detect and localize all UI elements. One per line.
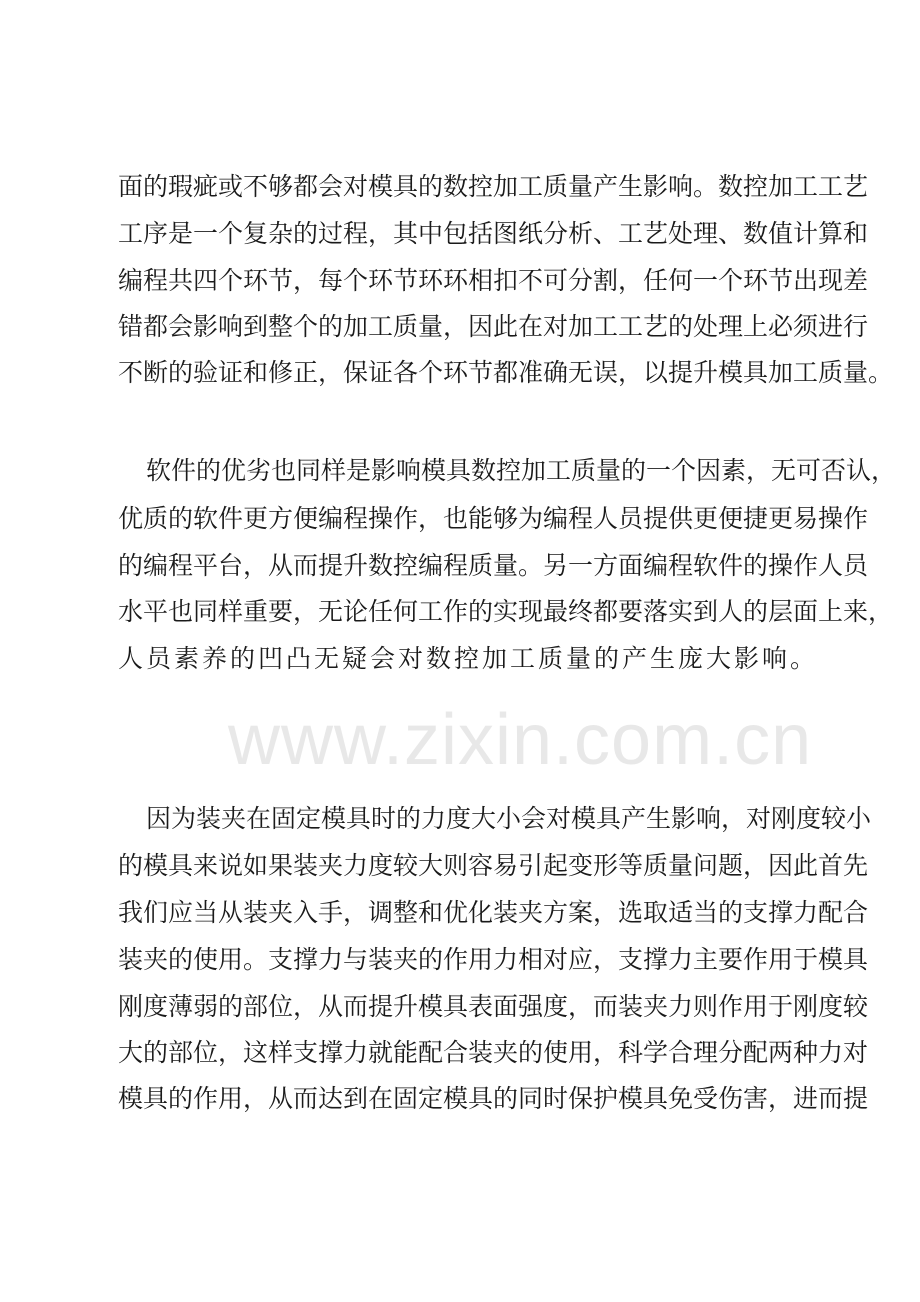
text-line: 面的瑕疵或不够都会对模具的数控加工质量产生影响。数控加工工艺 [118,172,869,201]
text-line: 的编程平台，从而提升数控编程质量。另一方面编程软件的操作人员 [118,551,869,580]
watermark: www.zixin.com.cn [228,700,813,780]
text-line: 工序是一个复杂的过程，其中包括图纸分析、工艺处理、数值计算和 [118,219,869,248]
text-line: 的模具来说如果装夹力度较大则容易引起变形等质量问题，因此首先 [118,851,869,880]
text-line: 因为装夹在固定模具时的力度大小会对模具产生影响，对刚度较小 [146,804,872,833]
text-line: 错都会影响到整个的加工质量，因此在对加工工艺的处理上必须进行 [118,312,869,341]
text-line: 刚度薄弱的部位，从而提升模具表面强度，而装夹力则作用于刚度较 [118,992,869,1021]
text-line: 编程共四个环节，每个环节环环相扣不可分割，任何一个环节出现差 [118,266,869,295]
text-line: 优质的软件更方便编程操作，也能够为编程人员提供更便捷更易操作 [118,504,869,533]
text-line: 装夹的使用。支撑力与装夹的作用力相对应，支撑力主要作用于模具 [118,945,869,974]
text-line: 我们应当从装夹入手，调整和优化装夹方案，选取适当的支撑力配合 [118,898,869,927]
text-line: 软件的优劣也同样是影响模具数控加工质量的一个因素，无可否认， [146,456,897,485]
text-line: 模具的作用，从而达到在固定模具的同时保护模具免受伤害，进而提 [118,1084,869,1113]
text-line: 水平也同样重要，无论任何工作的实现最终都要落实到人的层面上来， [118,597,894,626]
text-line: 人员素养的凹凸无疑会对数控加工质量的产生庞大影响。 [118,644,819,673]
text-line: 不断的验证和修正，保证各个环节都准确无误，以提升模具加工质量。 [118,358,894,387]
text-line: 大的部位，这样支撑力就能配合装夹的使用，科学合理分配两种力对 [118,1038,869,1067]
